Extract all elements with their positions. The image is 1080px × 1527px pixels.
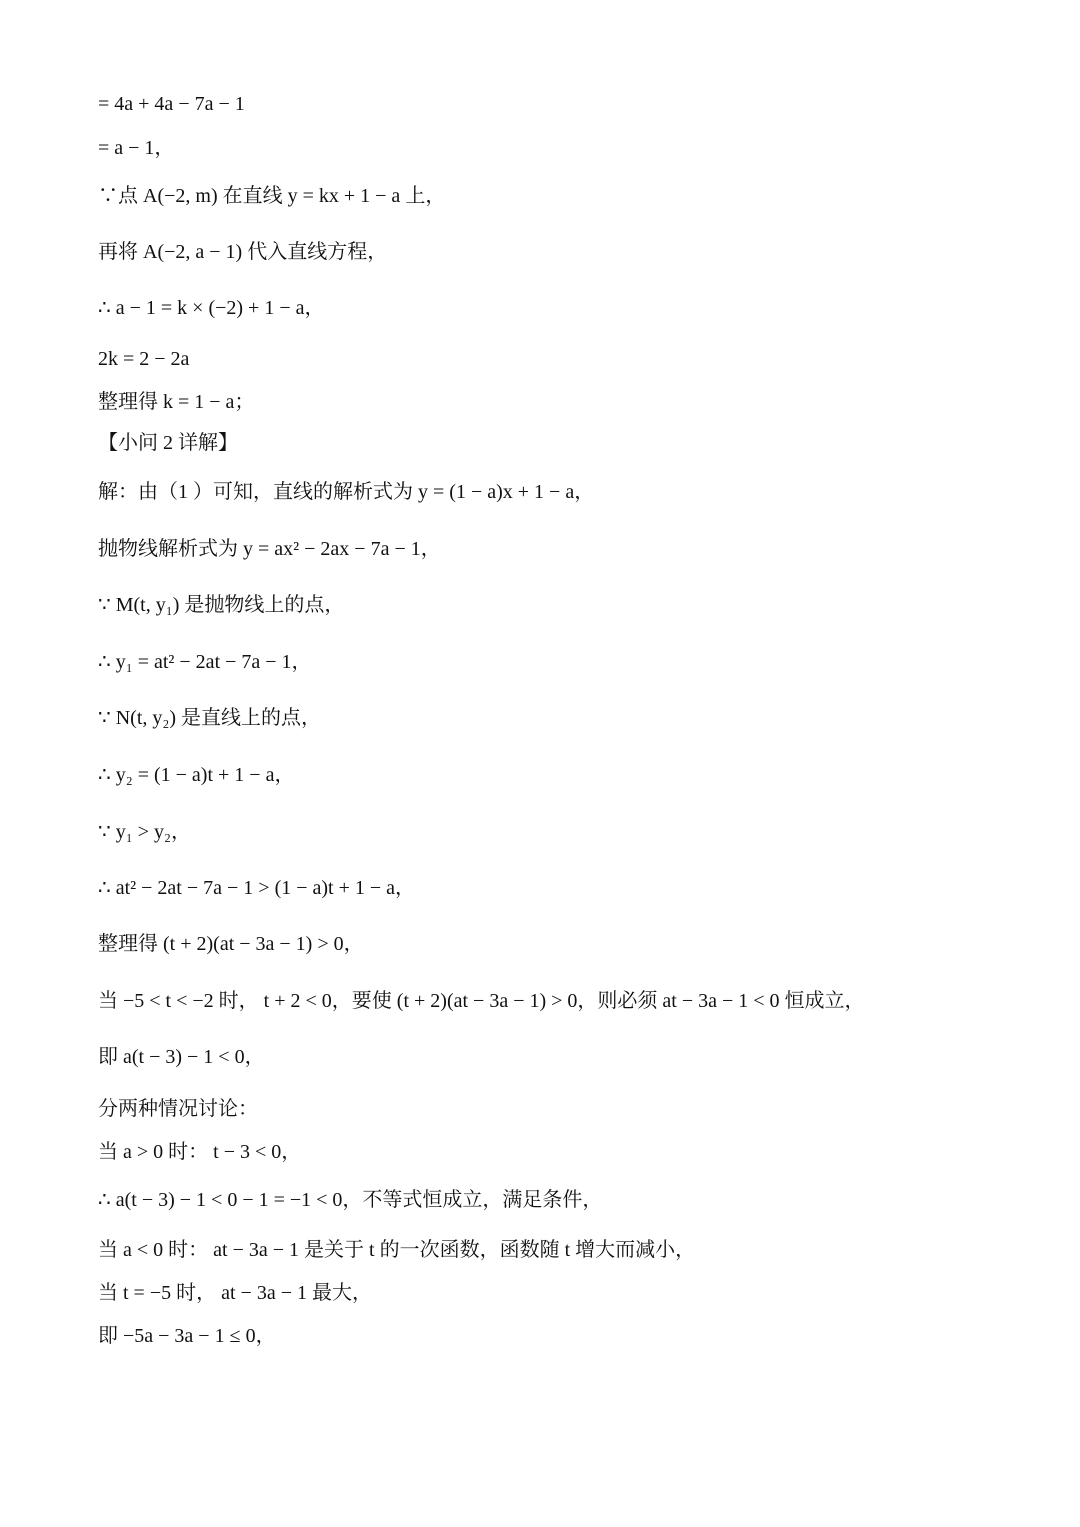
solution-line-4: 再将 A(−2, a − 1) 代入直线方程， [98, 241, 388, 263]
solution-line-21: 当 a > 0 时： t − 3 < 0， [98, 1141, 302, 1163]
solution-line-9: 解：由（1 ）可知，直线的解析式为 y = (1 − a)x + 1 − a， [98, 481, 595, 503]
solution-line-16: ∴ at² − 2at − 7a − 1 > (1 − a)t + 1 − a， [98, 877, 416, 899]
solution-line-6: 2k = 2 − 2a [98, 348, 190, 370]
solution-line-12: ∴ y₁ = at² − 2at − 7a − 1， [98, 651, 312, 673]
solution-line-18: 当 −5 < t < −2 时， t + 2 < 0，要使 (t + 2)(at − 3a − 1) > 0，则必须 at − 3a − 1 < 0 恒成立， [98, 990, 865, 1012]
solution-line-14: ∴ y₂ = (1 − a)t + 1 − a， [98, 764, 295, 786]
solution-line-7: 整理得 k = 1 − a； [98, 391, 255, 413]
solution-line-10: 抛物线解析式为 y = ax² − 2ax − 7a − 1， [98, 538, 441, 560]
solution-line-24: 当 t = −5 时， at − 3a − 1 最大， [98, 1282, 372, 1304]
solution-line-15: ∵ y₁ > y₂， [98, 821, 191, 843]
solution-line-20: 分两种情况讨论： [98, 1098, 258, 1120]
section-heading: 【小问 2 详解】 [98, 432, 238, 454]
solution-line-3: ∵点 A(−2, m) 在直线 y = kx + 1 − a 上， [98, 185, 446, 207]
solution-line-25: 即 −5a − 3a − 1 ≤ 0， [98, 1325, 276, 1347]
solution-line-2: = a − 1， [98, 137, 175, 159]
solution-line-23: 当 a < 0 时： at − 3a − 1 是关于 t 的一次函数，函数随 t 增大而减小， [98, 1239, 696, 1261]
solution-line-13: ∵ N(t, y₂) 是直线上的点， [98, 707, 322, 729]
solution-line-5: ∴ a − 1 = k × (−2) + 1 − a， [98, 297, 325, 319]
solution-line-22: ∴ a(t − 3) − 1 < 0 − 1 = −1 < 0，不等式恒成立，满足条件， [98, 1189, 603, 1211]
solution-line-1: = 4a + 4a − 7a − 1 [98, 93, 245, 115]
solution-line-11: ∵ M(t, y₁) 是抛物线上的点， [98, 594, 345, 616]
solution-line-19: 即 a(t − 3) − 1 < 0， [98, 1046, 265, 1068]
solution-line-17: 整理得 (t + 2)(at − 3a − 1) > 0， [98, 933, 364, 955]
